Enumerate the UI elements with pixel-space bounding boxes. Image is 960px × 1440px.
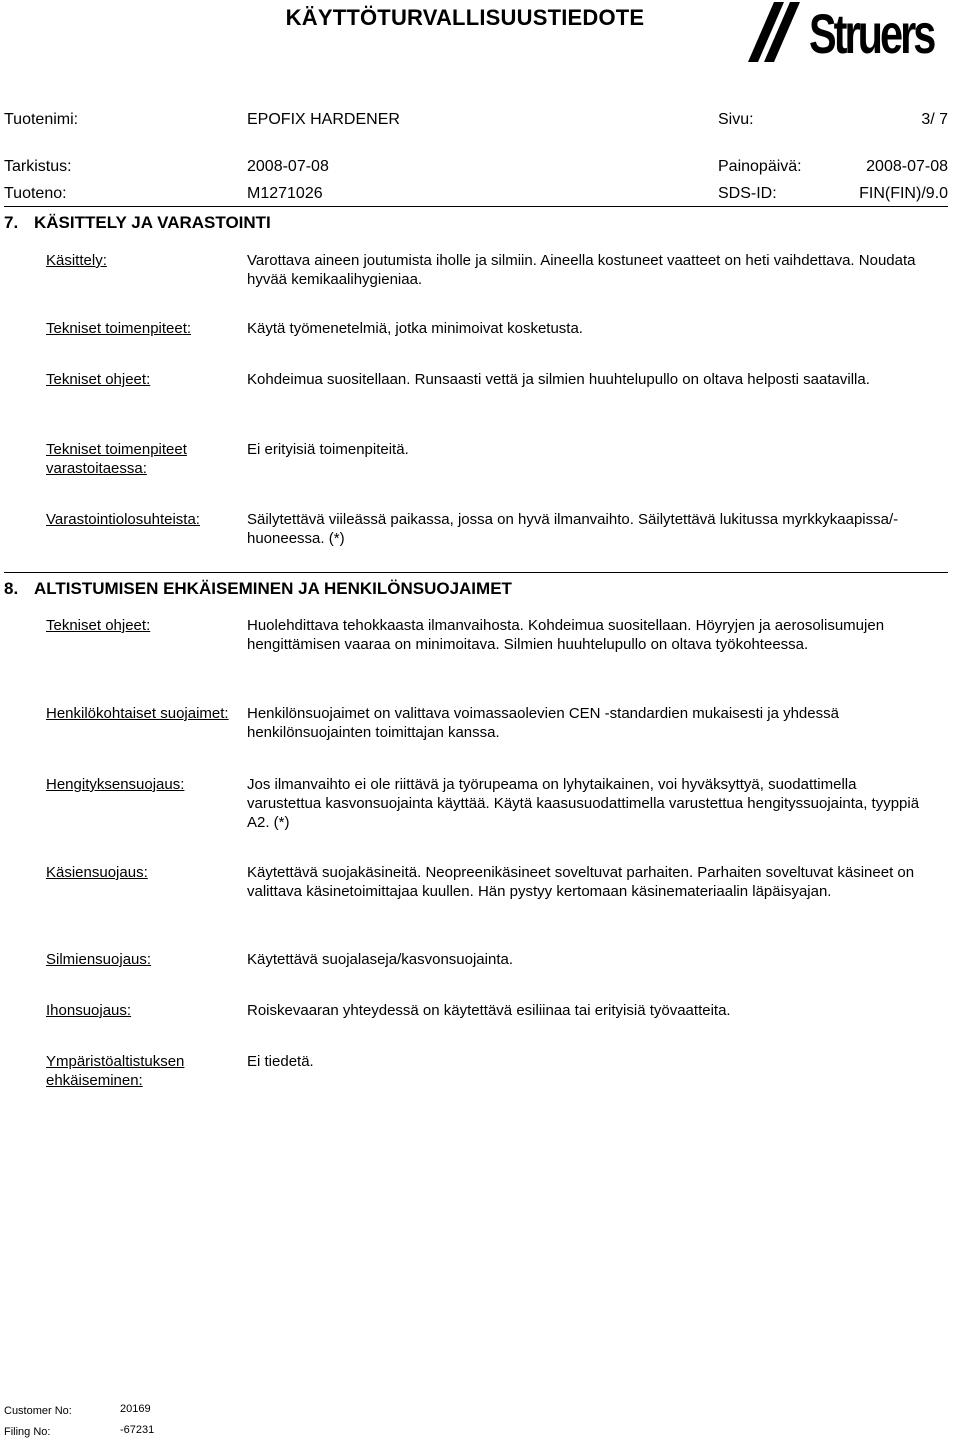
value-storage-conditions: Säilytettävä viileässä paikassa, jossa on hyvä ilmanvaihto. Säilytettävä lukitussa myrkkykaapissa/-huoneessa. (*) <box>247 511 899 547</box>
value-personal-protection: Henkilönsuojaimet on valittava voimassaolevien CEN -standardien mukaisesti ja yhdessä henkilönsuojainten toimittajan kanssa. <box>247 705 839 741</box>
print-date-label: Painopäivä: <box>718 158 802 175</box>
customer-no: 20169 <box>120 1403 151 1415</box>
value-handling: Varottava aineen joutumista iholle ja silmiin. Aineella kostuneet vaatteet on heti vaihdettava. Noudata hyvää kemikaalihygieniaa. <box>247 252 916 288</box>
label-respiratory-protection: Hengityksensuojaus: <box>46 776 185 793</box>
label-skin-protection: Ihonsuojaus: <box>46 1002 132 1019</box>
label-technical-measures: Tekniset toimenpiteet: <box>46 320 192 337</box>
label-personal-protection: Henkilökohtaiset suojaimet: <box>46 705 229 722</box>
revision-label: Tarkistus: <box>4 158 72 175</box>
value-storage-measures: Ei erityisiä toimenpiteitä. <box>247 441 409 458</box>
value-technical-measures: Käytä työmenetelmiä, jotka minimoivat kosketusta. <box>247 320 583 337</box>
section-7-heading <box>4 212 271 234</box>
product-no: M1271026 <box>247 185 323 202</box>
section-divider <box>4 572 948 573</box>
product-name: EPOFIX HARDENER <box>247 111 400 128</box>
page-label: Sivu: <box>718 111 754 128</box>
logo-wordmark: Struers <box>809 2 934 65</box>
struers-logo <box>744 0 958 66</box>
product-no-label: Tuoteno: <box>4 185 67 202</box>
revision-date: 2008-07-08 <box>247 158 329 175</box>
section-8-title: ALTISTUMISEN EHKÄISEMINEN JA HENKILÖNSUOJAIMET <box>34 579 512 598</box>
label-eye-protection: Silmiensuojaus: <box>46 951 152 968</box>
header-divider <box>4 206 948 207</box>
value-technical-instructions: Kohdeimua suositellaan. Runsaasti vettä ja silmien huuhtelupullo on oltava helposti saatavilla. <box>247 371 870 388</box>
value-hand-protection: Käytettävä suojakäsineitä. Neopreenikäsineet soveltuvat parhaiten. Parhaiten soveltuvat käsineet on valittava käsinetoimittajaa kuullen. Hän pystyy kertomaan käsinemateriaalin läpäisyajan. <box>247 864 915 900</box>
sds-id-label: SDS-ID: <box>718 185 777 202</box>
value-skin-protection: Roiskevaaran yhteydessä on käytettävä esiliinaa tai erityisiä työvaatteita. <box>247 1002 731 1019</box>
label-engineering-controls: Tekniset ohjeet: <box>46 617 151 634</box>
label-handling: Käsittely: <box>46 252 107 269</box>
section-7-title: KÄSITTELY JA VARASTOINTI <box>34 213 271 232</box>
section-8-heading <box>4 578 512 600</box>
value-environmental-exposure: Ei tiedetä. <box>247 1053 314 1070</box>
print-date: 2008-07-08 <box>866 158 948 175</box>
label-environmental-exposure: Ympäristöaltistuksen ehkäiseminen: <box>46 1053 185 1089</box>
filing-no: -67231 <box>120 1424 155 1436</box>
label-storage-measures: Tekniset toimenpiteet varastoitaessa: <box>46 441 187 477</box>
customer-no-label: Customer No: <box>4 1405 72 1417</box>
section-7-number: 7. <box>4 213 19 232</box>
value-eye-protection: Käytettävä suojalaseja/kasvonsuojainta. <box>247 951 514 968</box>
product-name-label: Tuotenimi: <box>4 111 79 128</box>
document-title: KÄYTTÖTURVALLISUUSTIEDOTE <box>285 5 645 30</box>
sds-id: FIN(FIN)/9.0 <box>859 185 948 202</box>
value-engineering-controls: Huolehdittava tehokkaasta ilmanvaihosta. Kohdeimua suositellaan. Höyryjen ja aerosolisumujen hengittämisen vaaraa on minimoitava. Silmien huuhtelupullo on oltava työkohteessa. <box>247 617 885 653</box>
filing-no-label: Filing No: <box>4 1426 51 1438</box>
page-number: 3/ 7 <box>921 111 948 128</box>
label-technical-instructions: Tekniset ohjeet: <box>46 371 151 388</box>
label-storage-conditions: Varastointiolosuhteista: <box>46 511 200 528</box>
value-respiratory-protection: Jos ilmanvaihto ei ole riittävä ja työrupeama on lyhytaikainen, voi hyväksyttyä, suodattimella varustettua kasvonsuojainta käyttää. Käytä kaasusuodattimella varustettua hengityssuojainta, tyyppiä A2. (*) <box>247 776 920 831</box>
section-8-number: 8. <box>4 579 19 598</box>
label-hand-protection: Käsiensuojaus: <box>46 864 148 881</box>
struers-slash-icon <box>744 0 814 66</box>
